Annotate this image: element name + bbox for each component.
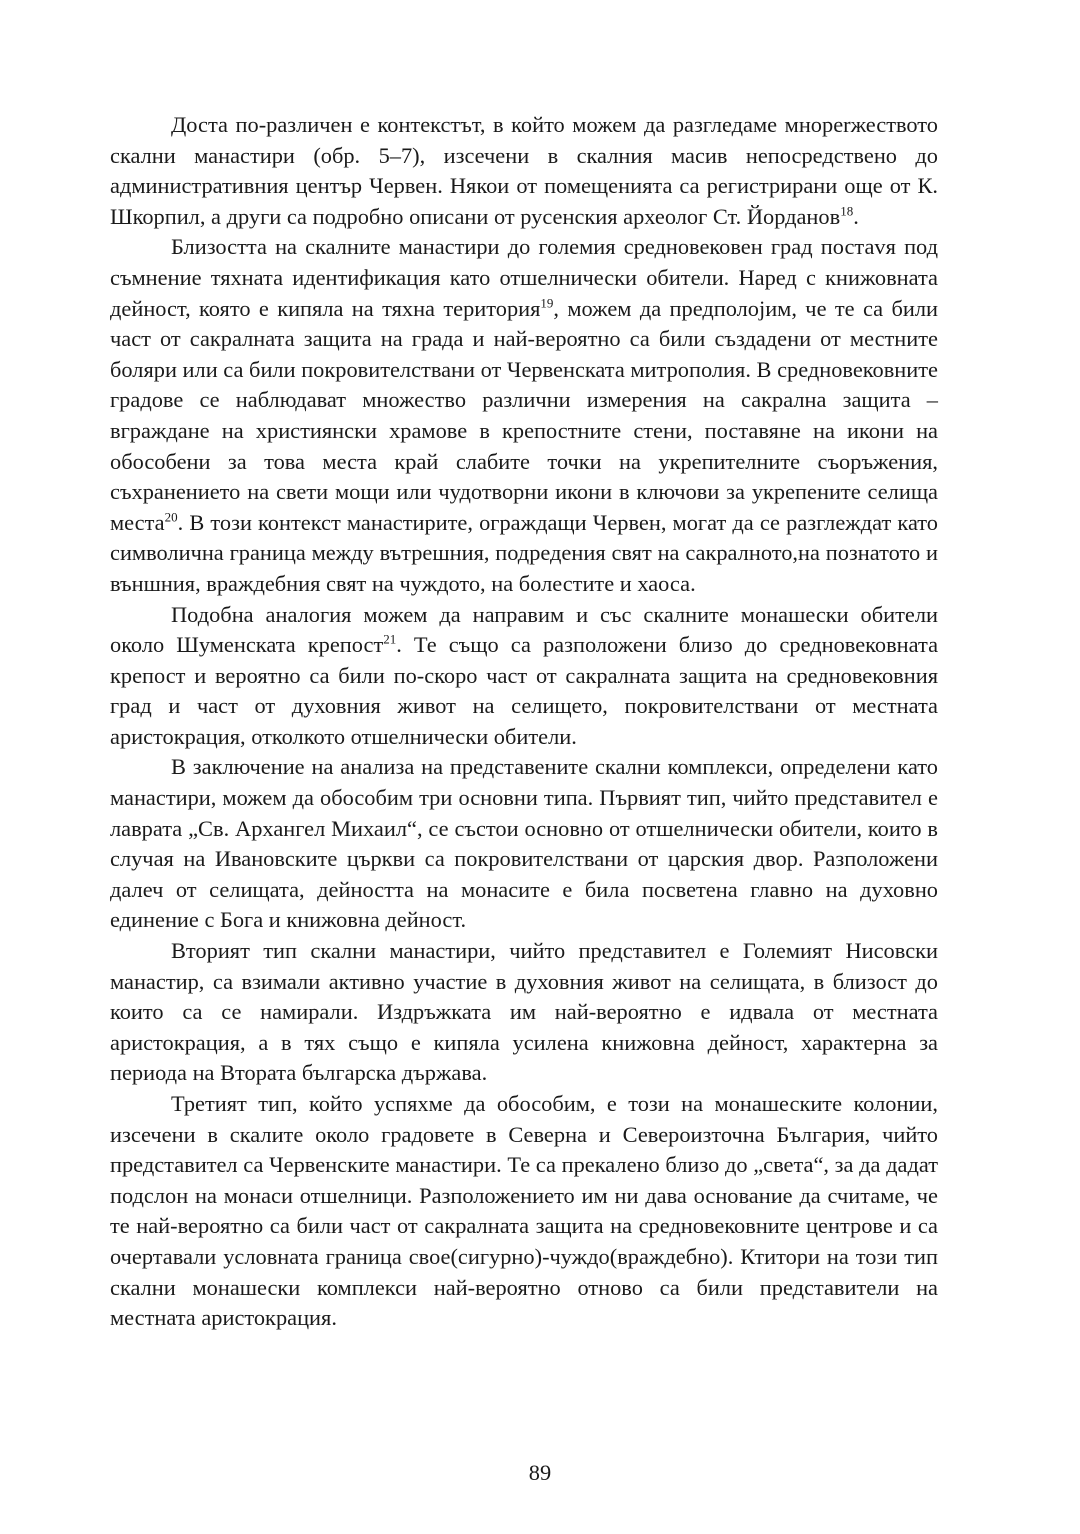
page-number: 89 — [528, 1460, 552, 1485]
text-run: . — [853, 203, 859, 229]
footnote-ref-19: 19 — [540, 295, 554, 311]
text-run: . Те също са разположени близо до средновековната крепост и вероятно са били по-скоро част от сакралната защита на средновековния град и част от духовния живот на селището, покровителствани от местната аристокрация, отколкото отшелнически обители. — [110, 632, 939, 749]
text-run: В заключение на анализа на представените скални комплекси, определени като манастири, можем да обособим три основни типа. Първият тип, чийто представител е лаврата „Св. Архангел Михаил“, се състои основно от отшелнически обители, които в случая на Ивановските църкви са покровителствани от царския двор. Разположени далеч от селищата, дейността на монасите е била посветена главно на духовно единение с Бога и книжовна дейност. — [110, 754, 938, 933]
text-run: Доста по-различен е контекстът, в който можем да разгледаме мноperжеството скални манастири (обр. 5–7), изсечени в скалния масив непосредствено до административния център Червен. Някои от помещенията са регистрирани още от К. Шкорпил, а други са подробно описани от русенския археолог Ст. Йорданов — [110, 112, 938, 229]
footnote-ref-20: 20 — [164, 509, 178, 525]
paragraph-5 — [110, 936, 938, 1089]
paragraph-4 — [110, 752, 938, 936]
text-run: , можем да предполоjим, че те са били част от сакралната защита на града и най-вероятно са били създадени от местните боляри или са били покровителствани от Червенската митрополия. В средновековните градове се наблюдават множество различни измерения на сакрална защита – вграждане на християнски храмове в крепостните стени, поставяне на икони на обособени за това места край слабите точки на укрепителните съоръжения, съхранението на свети мощи или чудотворни икони в ключови за укрепените селища места — [110, 295, 938, 535]
text-run: Подобна аналогия можем да направим и със скалните монашески обители около Шуменската крепост — [110, 601, 938, 658]
body-text — [110, 110, 938, 1334]
text-run: Вторият тип скални манастири, чийто представител е Големият Нисовски манастир, са взимали активно участие в духовния живот на селищата, в близост до които са се намирали. Издръжката им най-вероятно е идвала от местната аристокрация, а в тях също е кипяла усилена книжовна дейност, характерна за периода на Втората българска държава. — [110, 938, 938, 1086]
paragraph-1 — [110, 110, 938, 232]
footnote-ref-21: 21 — [383, 631, 397, 647]
text-run: Третият тип, който успяхме да обособим, е този на монашеските колонии, изсечени в скалите около градовете в Северна и Североизточна България, чийто представител са Червенските манастири. Те са прекалено близо до „света“, за да дадат подслон на монаси отшелници. Разположението им ни дава основание да считаме, че те най-вероятно са били част от сакралната защита на средновековните центрове и са очертавали условната граница свое(сигурно)-чуждо(враждебно). Ктитори на този тип скални монашески комплекси най-вероятно отново са били представители на местната аристокрация. — [110, 1091, 938, 1331]
paragraph-6 — [110, 1089, 938, 1334]
text-run: . В този контекст манастирите, ограждащи Червен, могат да се разглеждат като символична граница между вътрешния, подредения свят на сакралното,на познатото и външния, враждебния свят на чуждото, на болестите и хаоса. — [110, 509, 938, 596]
text-run: Близостта на скалните манастири до големия средновековен град постаvя под съмнение тяхната идентификация като отшелнически обители. Наред с книжовната дейност, която е кипяла на тяхна територия — [110, 234, 938, 321]
paragraph-3 — [110, 600, 938, 753]
footnote-ref-18: 18 — [840, 203, 854, 219]
paragraph-2 — [110, 232, 938, 599]
